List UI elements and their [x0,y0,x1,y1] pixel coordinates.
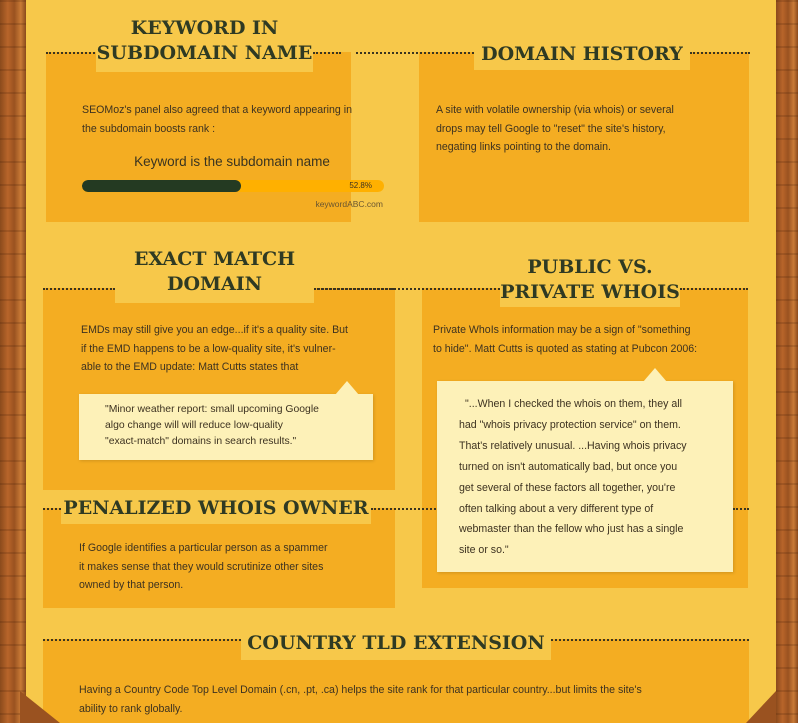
exact-match-title [115,246,314,303]
text-line: the subdomain boosts rank : [82,122,216,135]
penalized-body [79,539,389,595]
quote-line: often talking about a very different type of [459,502,654,515]
wood-wedge-right [746,691,776,723]
text-line: SEOMoz's panel also agreed that a keyword appearing in [82,104,352,116]
percentage-bar-track [82,180,384,192]
text-line: it makes sense that they would scrutinize other sites [79,560,324,573]
text-line: negating links pointing to the domain. [436,141,611,153]
keyword-subdomain-title [96,14,313,72]
country-tld-title: COUNTRY TLD EXTENSION [241,627,551,660]
chart-source: keywordABC.com [315,199,383,209]
country-tld-body [79,681,759,718]
text-line: if the EMD happens to be a low-quality site, it's vulner- [81,342,336,355]
domain-history-body [436,101,746,157]
quote-line: site or so." [459,544,509,557]
quote-line: get several of these factors all together, you're [459,481,676,494]
title-line: SUBDOMAIN NAME [96,42,313,64]
divider [43,639,241,641]
quote-line: turned on isn't automatically bad, but once you [459,460,678,473]
text-line: drops may tell Google to "reset" the site's history, [436,122,666,135]
text-line: ability to rank globally. [79,702,183,715]
divider [314,288,500,290]
text-line: Private WhoIs information may be a sign of "something [433,324,691,336]
text-line: A site with volatile ownership (via whois) or several [436,104,674,116]
penalized-title: PENALIZED WHOIS OWNER [61,493,371,524]
exact-match-body [81,321,393,377]
title-line: PUBLIC VS. [527,256,653,278]
quote-line: webmaster than the fellow who just has a single [459,523,684,536]
keyword-subdomain-body [82,101,402,138]
divider [680,288,748,290]
quote-line: "exact-match" domains in search results." [105,436,297,447]
divider [43,288,115,290]
wood-border-right [776,0,798,723]
divider [46,52,98,54]
text-line: EMDs may still give you an edge...if it's a quality site. But [81,324,348,336]
title-line: PRIVATE WHOIS [500,281,680,303]
domain-history-title: DOMAIN HISTORY [474,39,690,70]
emd-quote-bubble [79,394,373,460]
percentage-value: 52.8% [349,181,372,190]
wood-wedge-left [20,691,60,723]
public-private-title [500,254,680,307]
pubcon-quote-bubble [437,381,733,572]
divider [371,508,436,510]
quote-bubble-tail [335,381,359,395]
percentage-bar-fill [82,180,241,192]
public-private-body [433,321,747,358]
text-line: If Google identifies a particular person as a spammer [79,542,328,554]
text-line: to hide". Matt Cutts is quoted as stating at Pubcon 2006: [433,342,698,355]
quote-line: had "whois privacy protection service" on them. [459,418,681,431]
chart-label: Keyword is the subdomain name [134,154,330,169]
quote-line: "...When I checked the whois on them, they all [465,398,682,410]
title-line: KEYWORD IN [130,17,279,39]
quote-line: That's relatively unusual. ...Having whois privacy [459,439,687,452]
text-line: owned by that person. [79,579,184,591]
quote-bubble-tail [643,368,667,382]
divider [313,52,341,54]
quote-line: "Minor weather report: small upcoming Google [105,404,319,415]
text-line: able to the EMD update: Matt Cutts states that [81,361,299,373]
divider [356,52,474,54]
text-line: Having a Country Code Top Level Domain (.cn, .pt, .ca) helps the site rank for that particular country...but limits the site's [79,684,642,696]
divider [733,508,749,510]
divider [690,52,750,54]
divider [551,639,749,641]
quote-line: algo change will will reduce low-quality [105,420,283,431]
title-line: DOMAIN [166,273,263,295]
divider [43,508,61,510]
wood-border-left [0,0,26,723]
title-line: EXACT MATCH [133,248,296,270]
infographic-poster [26,0,776,723]
